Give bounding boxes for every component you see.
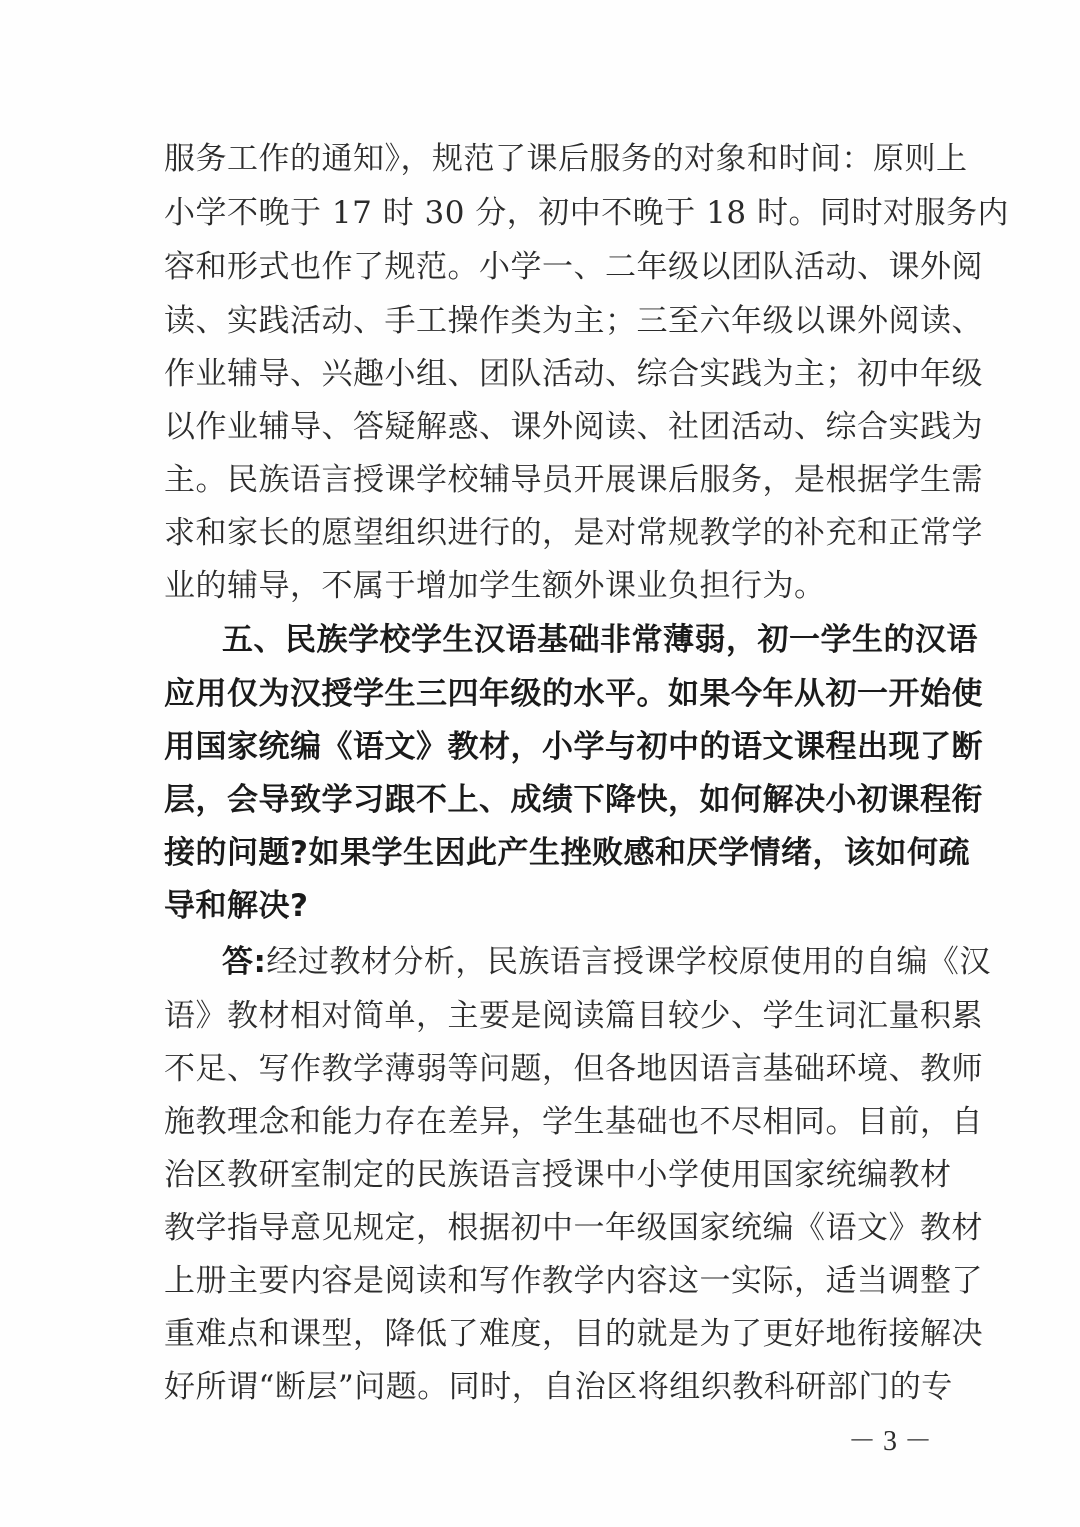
question-heading-line: 应用仅为汉授学生三四年级的水平。如果今年从初一开始使	[164, 676, 983, 712]
body-text-line: 小学不晚于 17 时 30 分，初中不晚于 18 时。同时对服务内	[164, 195, 1009, 231]
body-text-line: 业的辅导，不属于增加学生额外课业负担行为。	[164, 568, 826, 604]
answer-label: 答:	[222, 944, 267, 980]
question-heading-line: 层，会导致学习跟不上、成绩下降快，如何解决小初课程衔	[164, 782, 983, 818]
answer-text-line: 上册主要内容是阅读和写作教学内容这一实际，适当调整了	[164, 1263, 983, 1299]
body-text-line: 容和形式也作了规范。小学一、二年级以团队活动、课外阅	[164, 249, 983, 285]
body-text-line: 主。民族语言授课学校辅导员开展课后服务，是根据学生需	[164, 462, 983, 498]
answer-first-line	[222, 942, 991, 982]
answer-text-line: 教学指导意见规定，根据初中一年级国家统编《语文》教材	[164, 1210, 983, 1246]
body-text-line: 作业辅导、兴趣小组、团队活动、综合实践为主；初中年级	[164, 356, 983, 392]
body-text-line: 以作业辅导、答疑解惑、课外阅读、社团活动、综合实践为	[164, 409, 983, 445]
question-heading-line: 接的问题?如果学生因此产生挫败感和厌学情绪，该如何疏	[164, 835, 970, 871]
answer-text-line: 施教理念和能力存在差异，学生基础也不尽相同。目前，自	[164, 1104, 983, 1140]
answer-text-line: 重难点和课型，降低了难度，目的就是为了更好地衔接解决	[164, 1316, 983, 1352]
answer-text-line: 不足、写作教学薄弱等问题，但各地因语言基础环境、教师	[164, 1051, 983, 1087]
question-heading-line: 五、民族学校学生汉语基础非常薄弱，初一学生的汉语	[222, 622, 978, 658]
page-number: － 3 －	[848, 1426, 933, 1457]
question-heading-line: 导和解决?	[164, 888, 309, 924]
answer-text-line: 好所谓“断层”问题。同时，自治区将组织教科研部门的专	[164, 1369, 953, 1405]
answer-text-line: 语》教材相对简单，主要是阅读篇目较少、学生词汇量积累	[164, 998, 983, 1034]
answer-first-line-text: 经过教材分析，民族语言授课学校原使用的自编《汉	[266, 944, 991, 980]
answer-text-line: 治区教研室制定的民族语言授课中小学使用国家统编教材	[164, 1157, 952, 1193]
body-text-line: 读、实践活动、手工操作类为主；三至六年级以课外阅读、	[164, 303, 983, 339]
body-text-line: 服务工作的通知》，规范了课后服务的对象和时间：原则上	[164, 141, 968, 177]
body-text-line: 求和家长的愿望组织进行的，是对常规教学的补充和正常学	[164, 515, 983, 551]
question-heading-line: 用国家统编《语文》教材，小学与初中的语文课程出现了断	[164, 729, 983, 765]
